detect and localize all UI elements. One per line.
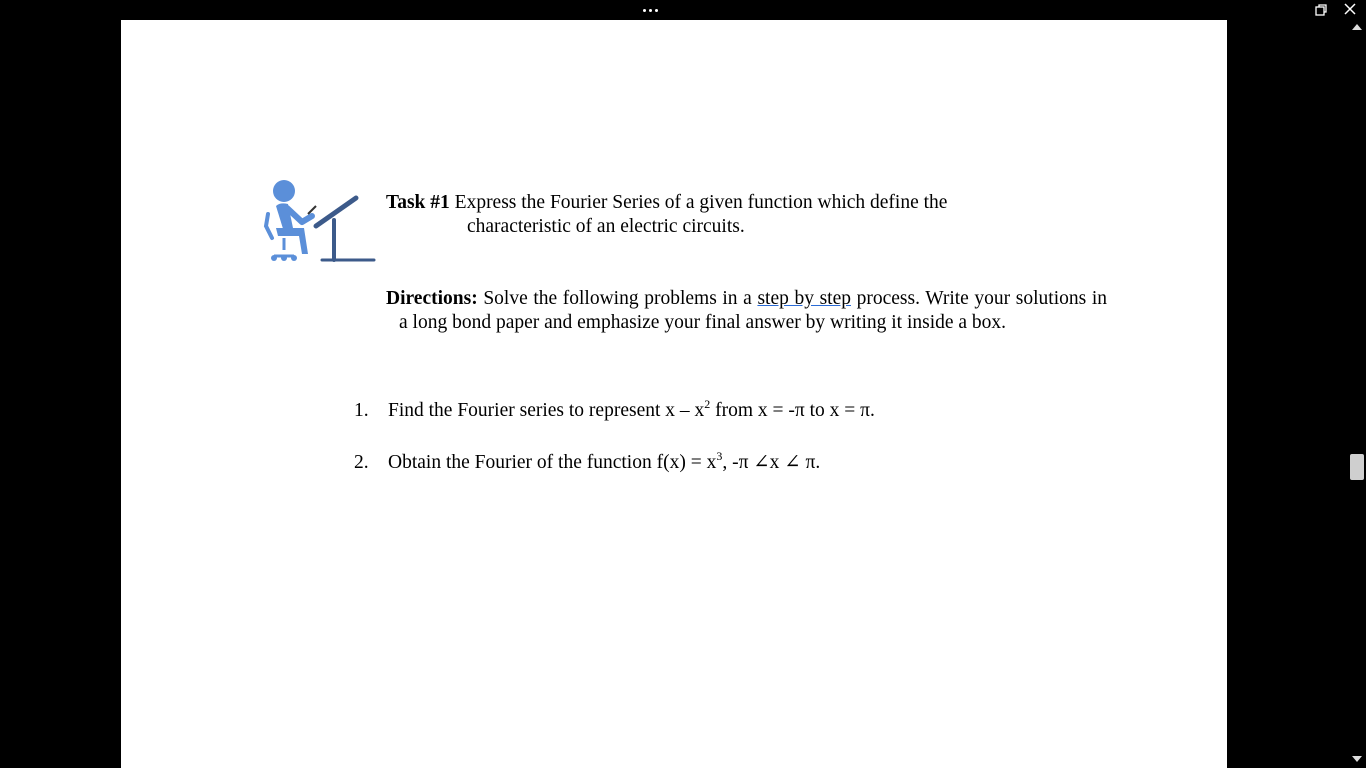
scroll-up-arrow-icon[interactable] — [1352, 24, 1362, 30]
problem-superscript: 3 — [716, 449, 723, 463]
more-options-icon[interactable] — [636, 0, 664, 20]
problem-text: Find the Fourier series to represent x – x — [388, 400, 705, 421]
directions-underlined-text: step by step — [757, 288, 851, 309]
problem-item — [354, 451, 1054, 475]
scrollbar-thumb[interactable] — [1350, 454, 1364, 480]
vertical-scrollbar[interactable] — [1348, 20, 1366, 768]
document-page — [121, 20, 1227, 768]
scroll-down-arrow-icon[interactable] — [1352, 756, 1362, 762]
title-bar — [0, 0, 1366, 20]
problem-text-end: , -π ∠x ∠ π. — [722, 452, 821, 473]
problem-superscript: 2 — [704, 397, 711, 411]
directions-label: Directions: — [386, 288, 478, 309]
problem-text-end: from x = -π to x = π. — [710, 400, 875, 421]
person-at-drafting-table-icon — [260, 178, 376, 268]
task-label: Task #1 — [386, 192, 450, 213]
restore-window-icon[interactable] — [1312, 2, 1330, 18]
close-icon[interactable] — [1341, 2, 1359, 18]
directions-paragraph — [386, 287, 1107, 335]
task-text-line1: Express the Fourier Series of a given function which define the — [454, 192, 948, 213]
task-heading — [386, 191, 1046, 239]
problem-number: 2. — [354, 452, 369, 473]
problem-item — [354, 399, 1054, 423]
problem-text: Obtain the Fourier of the function f(x) = x — [388, 452, 717, 473]
task-text-line2: characteristic of an electric circuits. — [467, 216, 745, 237]
problem-number: 1. — [354, 400, 369, 421]
directions-text-before: Solve the following problems in a — [483, 288, 752, 309]
directions-text-after: process. Write your solutions in a long bond paper and emphasize your final answer by writing it inside a box. — [399, 288, 1107, 333]
